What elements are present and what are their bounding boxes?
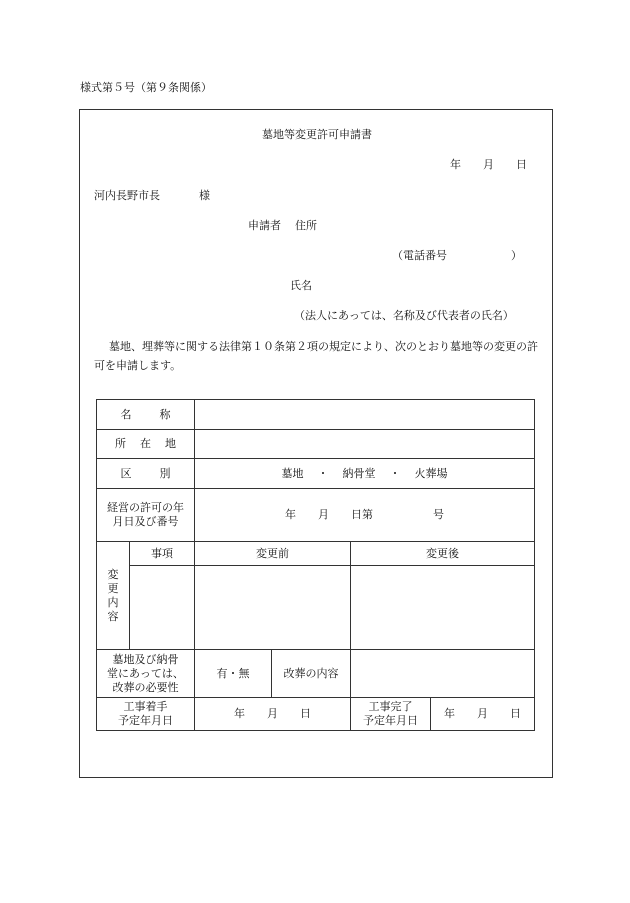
addressee-honorific: 様 (199, 189, 210, 202)
end-label-cell: 工事完了 予定年月日 (351, 698, 431, 731)
change-before-header: 変更前 (195, 542, 351, 566)
change-before-cell[interactable] (195, 566, 351, 650)
date-line (450, 156, 527, 172)
form-title: 墓地等変更許可申請書 (262, 128, 372, 141)
category-label-cell: 区 別 (97, 459, 195, 489)
change-content-label-cell: 変 更 内 容 (97, 542, 130, 650)
end-date-cell[interactable]: 年 月 日 (431, 698, 535, 731)
table-row (97, 459, 535, 489)
category-value-cell[interactable]: 墓地 ・ 納骨堂 ・ 火葬場 (195, 459, 535, 489)
start-date-cell[interactable]: 年 月 日 (195, 698, 351, 731)
table-row (97, 698, 535, 731)
applicant-address-line (248, 217, 317, 233)
change-item-header: 事項 (130, 542, 195, 566)
body-text-line2: 可を申請します。 (94, 359, 182, 372)
location-label-cell: 所 在 地 (97, 430, 195, 459)
application-table (96, 399, 535, 731)
name-value-cell[interactable] (195, 400, 535, 430)
permit-value-cell[interactable]: 年 月 日第 号 (195, 489, 535, 542)
reburial-content-label-cell: 改葬の内容 (272, 650, 351, 698)
reburial-necessity-cell[interactable]: 有・無 (195, 650, 272, 698)
location-value-cell[interactable] (195, 430, 535, 459)
category-crematorium[interactable]: 火葬場 (414, 466, 448, 480)
table-row (97, 650, 535, 698)
table-row (97, 566, 535, 650)
applicant-label: 申請者 (248, 219, 281, 232)
table-row (97, 542, 535, 566)
name-label-cell: 名 称 (97, 400, 195, 430)
table-row (97, 489, 535, 542)
reburial-label-cell: 墓地及び納骨 堂にあっては、 改葬の必要性 (97, 650, 195, 698)
phone-close: ） (511, 249, 522, 262)
name-label: 氏名 (290, 279, 312, 292)
address-label: 住所 (295, 219, 317, 232)
date-year: 年 (450, 158, 461, 171)
date-month: 月 (483, 158, 494, 171)
form-number: 様式第５号（第９条関係） (80, 81, 212, 94)
change-item-cell[interactable] (130, 566, 195, 650)
start-label-cell: 工事着手 予定年月日 (97, 698, 195, 731)
change-after-header: 変更後 (351, 542, 535, 566)
phone-line (392, 247, 522, 263)
table-row (97, 400, 535, 430)
date-day: 日 (516, 158, 527, 171)
corporate-note: （法人にあっては、名称及び代表者の氏名） (294, 309, 514, 322)
change-after-cell[interactable] (351, 566, 535, 650)
table-row (97, 430, 535, 459)
category-ossuary[interactable]: 納骨堂 (342, 466, 376, 480)
phone-open: （電話番号 (392, 249, 447, 262)
body-text (94, 338, 538, 373)
permit-label-cell: 経営の許可の年 月日及び番号 (97, 489, 195, 542)
category-cemetery[interactable]: 墓地 (281, 466, 304, 480)
body-text-line1: 墓地、埋葬等に関する法律第１０条第２項の規定により、次のとおり墓地等の変更の許 (109, 340, 538, 353)
addressee-name: 河内長野市長 (94, 189, 160, 202)
reburial-content-cell[interactable] (351, 650, 535, 698)
addressee (94, 187, 210, 203)
